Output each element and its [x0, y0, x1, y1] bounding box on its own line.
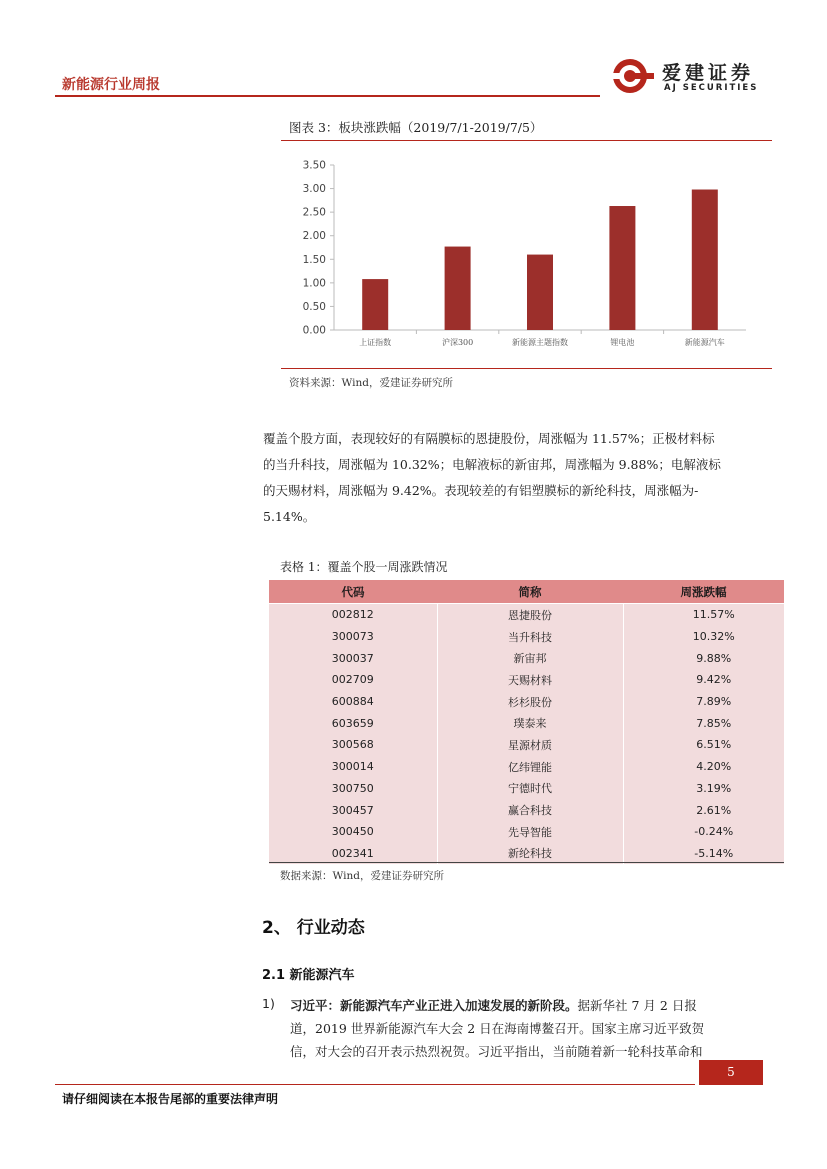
cell-change: 4.20% [623, 756, 784, 778]
x-category-label: 新能源主题指数 [512, 338, 568, 347]
cell-change: 7.89% [623, 691, 784, 713]
cell-change: 11.57% [623, 604, 784, 626]
figure-bottom-rule [281, 368, 772, 369]
bar [609, 206, 635, 330]
figure-source: 资料来源：Wind，爱建证券研究所 [289, 377, 453, 389]
table-row [269, 734, 784, 756]
cell-name: 星源材质 [437, 734, 623, 756]
figure-top-rule [281, 140, 772, 141]
cell-name: 当升科技 [437, 626, 623, 648]
cell-code: 300568 [269, 734, 437, 756]
cell-code: 600884 [269, 691, 437, 713]
logo-chinese-name: 爱建证券 [662, 62, 755, 84]
cell-change: 6.51% [623, 734, 784, 756]
cell-code: 603659 [269, 712, 437, 734]
figure-title: 图表 3：板块涨跌幅（2019/7/1-2019/7/5） [289, 120, 543, 135]
y-tick-label: 3.00 [302, 183, 326, 196]
cell-code: 300750 [269, 778, 437, 800]
x-category-label: 新能源汽车 [684, 338, 725, 347]
y-tick-label: 0.00 [302, 324, 326, 337]
body-paragraph [263, 426, 771, 530]
table-row [269, 712, 784, 734]
y-tick-label: 1.00 [302, 277, 326, 290]
bar [692, 190, 718, 330]
paragraph-line: 5.14%。 [263, 509, 316, 524]
list-item-number: 1) [262, 996, 275, 1011]
table-row [269, 669, 784, 691]
table-row [269, 604, 784, 626]
table-row [269, 778, 784, 800]
cell-change: -0.24% [623, 821, 784, 843]
cell-name: 宁德时代 [437, 778, 623, 800]
bar [527, 255, 553, 330]
cell-code: 300014 [269, 756, 437, 778]
list-item [290, 994, 770, 1063]
cell-name: 恩捷股份 [437, 604, 623, 626]
table-header-row [269, 580, 784, 604]
cell-name: 杉杉股份 [437, 691, 623, 713]
cell-code: 002812 [269, 604, 437, 626]
table-row [269, 756, 784, 778]
y-tick-label: 3.50 [302, 159, 326, 172]
cell-change: 9.88% [623, 647, 784, 669]
cell-change: -5.14% [623, 843, 784, 865]
cell-name: 天赐材料 [437, 669, 623, 691]
table-row [269, 626, 784, 648]
x-category-label: 锂电池 [610, 338, 635, 347]
paragraph-line: 的天赐材料，周涨幅为 9.42%。表现较差的有铝塑膜标的新纶科技，周涨幅为- [263, 483, 699, 498]
company-logo-icon [608, 56, 658, 96]
table-bottom-rule [269, 862, 784, 863]
cell-change: 9.42% [623, 669, 784, 691]
column-header-change: 周涨跌幅 [623, 580, 784, 604]
page-number: 5 [699, 1060, 763, 1085]
x-category-label: 沪深300 [441, 338, 474, 347]
cell-name: 亿纬锂能 [437, 756, 623, 778]
stock-performance-table [269, 580, 784, 864]
y-tick-label: 1.50 [302, 253, 326, 266]
bar [362, 279, 388, 330]
cell-code: 002709 [269, 669, 437, 691]
bar-chart [281, 150, 772, 360]
logo-english-name: AJ SECURITIES [664, 83, 759, 93]
cell-name: 先导智能 [437, 821, 623, 843]
y-tick-label: 2.50 [302, 206, 326, 219]
table-source: 数据来源：Wind，爱建证券研究所 [280, 870, 444, 882]
cell-name: 赢合科技 [437, 799, 623, 821]
list-item-text: 据新华社 7 月 2 日报 [577, 998, 697, 1013]
cell-code: 300037 [269, 647, 437, 669]
table-row [269, 843, 784, 865]
cell-name: 新宙邦 [437, 647, 623, 669]
footer-divider [55, 1084, 695, 1085]
cell-code: 300450 [269, 821, 437, 843]
cell-change: 10.32% [623, 626, 784, 648]
subsection-heading: 2.1 新能源汽车 [262, 968, 355, 983]
header-divider [55, 95, 600, 97]
footer-disclaimer: 请仔细阅读在本报告尾部的重要法律声明 [62, 1092, 279, 1106]
table-row [269, 821, 784, 843]
table-row [269, 799, 784, 821]
cell-change: 2.61% [623, 799, 784, 821]
report-name: 新能源行业周报 [62, 77, 160, 93]
section-heading: 2、 行业动态 [262, 918, 365, 938]
x-category-label: 上证指数 [359, 338, 392, 347]
paragraph-line: 覆盖个股方面，表现较好的有隔膜标的恩捷股份，周涨幅为 11.57%；正极材料标 [263, 431, 715, 446]
cell-code: 300073 [269, 626, 437, 648]
bar [445, 247, 471, 330]
cell-change: 3.19% [623, 778, 784, 800]
paragraph-line: 的当升科技，周涨幅为 10.32%；电解液标的新宙邦，周涨幅为 9.88%；电解液标 [263, 457, 721, 472]
list-item-text: 信，对大会的召开表示热烈祝贺。习近平指出，当前随着新一轮科技革命和 [290, 1044, 703, 1059]
cell-code: 300457 [269, 799, 437, 821]
cell-change: 7.85% [623, 712, 784, 734]
y-tick-label: 0.50 [302, 300, 326, 313]
table-row [269, 647, 784, 669]
column-header-name: 简称 [437, 580, 623, 604]
column-header-code: 代码 [269, 580, 437, 604]
list-item-lead: 习近平：新能源汽车产业正进入加速发展的新阶段。 [290, 998, 578, 1013]
cell-code: 002341 [269, 843, 437, 865]
cell-name: 新纶科技 [437, 843, 623, 865]
cell-name: 璞泰来 [437, 712, 623, 734]
list-item-text: 道，2019 世界新能源汽车大会 2 日在海南博鳌召开。国家主席习近平致贺 [290, 1021, 705, 1036]
table-row [269, 691, 784, 713]
y-tick-label: 2.00 [302, 230, 326, 243]
table-title: 表格 1：覆盖个股一周涨跌情况 [280, 560, 448, 574]
